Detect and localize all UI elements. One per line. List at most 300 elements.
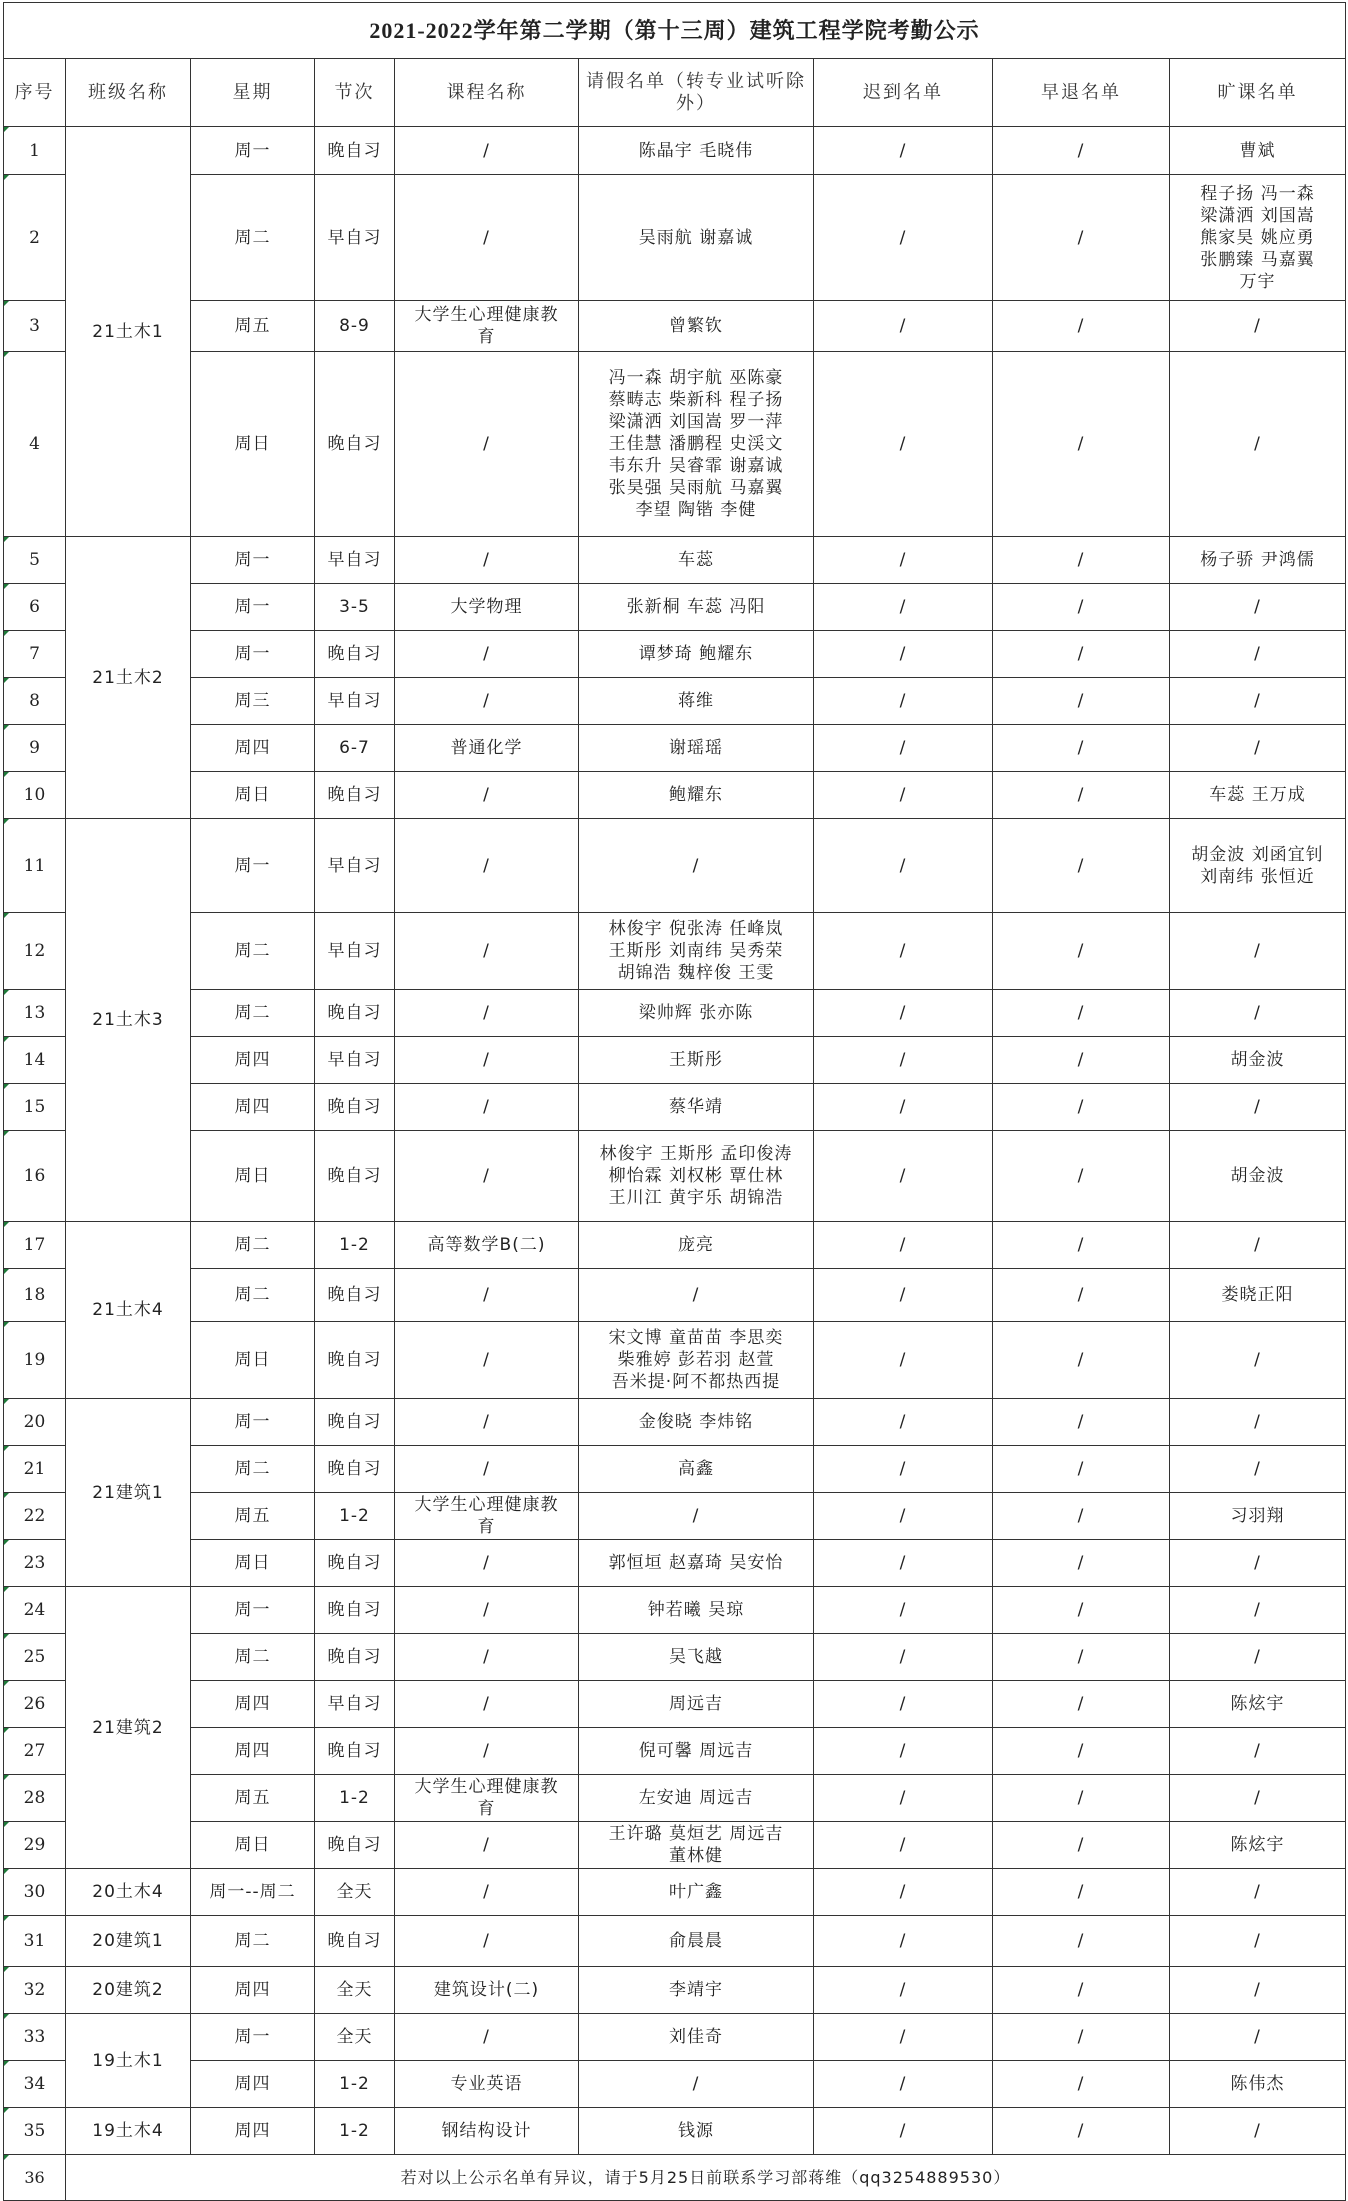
attendance-table <box>3 2 1346 2201</box>
period-cell: 晚自习 <box>315 1822 395 1869</box>
early-leave-list-cell: / <box>993 2014 1170 2061</box>
row-number-cell: 9 <box>4 725 66 772</box>
weekday-cell: 周日 <box>191 1822 315 1869</box>
weekday-cell: 周四 <box>191 725 315 772</box>
table-row <box>4 2108 1346 2155</box>
table-row <box>4 537 1346 584</box>
row-number-cell: 16 <box>4 1131 66 1222</box>
table-row <box>4 913 1346 990</box>
table-row <box>4 678 1346 725</box>
absent-list-cell: / <box>1170 1587 1346 1634</box>
early-leave-list-cell: / <box>993 1967 1170 2014</box>
late-list-cell: / <box>814 127 993 175</box>
absent-list-cell: / <box>1170 1322 1346 1399</box>
absent-list-cell: / <box>1170 1634 1346 1681</box>
weekday-cell: 周日 <box>191 1131 315 1222</box>
late-list-cell: / <box>814 2061 993 2108</box>
leave-list-cell: 谭梦琦 鲍耀东 <box>579 631 814 678</box>
absent-list-cell: 胡金波 <box>1170 1037 1346 1084</box>
absent-list-cell: 习羽翔 <box>1170 1493 1346 1540</box>
row-number-cell: 8 <box>4 678 66 725</box>
leave-list-cell: 王斯彤 <box>579 1037 814 1084</box>
absent-list-cell: 胡金波 <box>1170 1131 1346 1222</box>
weekday-cell: 周二 <box>191 990 315 1037</box>
weekday-cell: 周一 <box>191 819 315 913</box>
period-cell: 晚自习 <box>315 1084 395 1131</box>
period-cell: 早自习 <box>315 678 395 725</box>
early-leave-list-cell: / <box>993 819 1170 913</box>
weekday-cell: 周四 <box>191 1681 315 1728</box>
period-cell: 1-2 <box>315 1775 395 1822</box>
early-leave-list-cell: / <box>993 2061 1170 2108</box>
class-name-cell: 20建筑1 <box>66 1916 191 1967</box>
late-list-cell: / <box>814 1222 993 1269</box>
leave-list-cell: 冯一森 胡宇航 巫陈豪 蔡畴志 柴新科 程子扬 梁潇洒 刘国嵩 罗一萍 王佳慧 潘鹏程 史渓文 韦东升 吴睿霏 谢嘉诚 张昊强 吴雨航 马嘉翼 李望 陶锴 李健 <box>579 352 814 537</box>
table-row <box>4 1775 1346 1822</box>
late-list-cell: / <box>814 678 993 725</box>
early-leave-list-cell: / <box>993 1399 1170 1446</box>
table-row <box>4 1222 1346 1269</box>
row-number-cell: 27 <box>4 1728 66 1775</box>
course-cell: 专业英语 <box>395 2061 579 2108</box>
table-row <box>4 1822 1346 1869</box>
period-cell: 晚自习 <box>315 1728 395 1775</box>
absent-list-cell: / <box>1170 2108 1346 2155</box>
row-number-cell: 20 <box>4 1399 66 1446</box>
row-number-cell: 11 <box>4 819 66 913</box>
late-list-cell: / <box>814 1493 993 1540</box>
absent-list-cell: / <box>1170 301 1346 352</box>
period-cell: 全天 <box>315 1869 395 1916</box>
early-leave-list-cell: / <box>993 584 1170 631</box>
weekday-cell: 周日 <box>191 352 315 537</box>
late-list-cell: / <box>814 1084 993 1131</box>
absent-list-cell: 娄晓正阳 <box>1170 1269 1346 1322</box>
late-list-cell: / <box>814 913 993 990</box>
course-cell: / <box>395 1822 579 1869</box>
weekday-cell: 周四 <box>191 1084 315 1131</box>
weekday-cell: 周五 <box>191 301 315 352</box>
row-number-cell: 23 <box>4 1540 66 1587</box>
weekday-cell: 周四 <box>191 1728 315 1775</box>
leave-list-cell: 吴飞越 <box>579 1634 814 1681</box>
early-leave-list-cell: / <box>993 1222 1170 1269</box>
early-leave-list-cell: / <box>993 1869 1170 1916</box>
early-leave-list-cell: / <box>993 1587 1170 1634</box>
table-row <box>4 1916 1346 1967</box>
absent-list-cell: / <box>1170 1869 1346 1916</box>
table-row <box>4 772 1346 819</box>
late-list-cell: / <box>814 819 993 913</box>
table-row <box>4 1322 1346 1399</box>
table-row <box>4 1728 1346 1775</box>
period-cell: 晚自习 <box>315 1587 395 1634</box>
course-cell: / <box>395 1869 579 1916</box>
absent-list-cell: 杨子骄 尹鸿儒 <box>1170 537 1346 584</box>
weekday-cell: 周四 <box>191 1037 315 1084</box>
early-leave-list-cell: / <box>993 725 1170 772</box>
course-cell: / <box>395 819 579 913</box>
early-leave-list-cell: / <box>993 1322 1170 1399</box>
course-cell: / <box>395 1084 579 1131</box>
leave-list-cell: 林俊宇 王斯彤 孟印俊涛 柳怡霖 刘权彬 覃仕林 王川江 黄宇乐 胡锦浩 <box>579 1131 814 1222</box>
weekday-cell: 周日 <box>191 772 315 819</box>
late-list-cell: / <box>814 1775 993 1822</box>
period-cell: 晚自习 <box>315 772 395 819</box>
row-number-cell: 19 <box>4 1322 66 1399</box>
class-name-cell: 20建筑2 <box>66 1967 191 2014</box>
table-row <box>4 1869 1346 1916</box>
period-cell: 晚自习 <box>315 1446 395 1493</box>
early-leave-list-cell: / <box>993 1131 1170 1222</box>
course-cell: / <box>395 1634 579 1681</box>
early-leave-list-cell: / <box>993 1037 1170 1084</box>
table-row <box>4 1587 1346 1634</box>
col-header-class: 班级名称 <box>66 59 191 127</box>
class-name-cell: 19土木1 <box>66 2014 191 2108</box>
early-leave-list-cell: / <box>993 1822 1170 1869</box>
table-row <box>4 1634 1346 1681</box>
course-cell: / <box>395 631 579 678</box>
leave-list-cell: 李靖宇 <box>579 1967 814 2014</box>
early-leave-list-cell: / <box>993 1634 1170 1681</box>
leave-list-cell: 梁帅辉 张亦陈 <box>579 990 814 1037</box>
table-row <box>4 175 1346 301</box>
weekday-cell: 周一 <box>191 127 315 175</box>
leave-list-cell: 叶广鑫 <box>579 1869 814 1916</box>
weekday-cell: 周二 <box>191 1634 315 1681</box>
course-cell: / <box>395 1399 579 1446</box>
weekday-cell: 周二 <box>191 1916 315 1967</box>
late-list-cell: / <box>814 725 993 772</box>
course-cell: / <box>395 1587 579 1634</box>
absent-list-cell: / <box>1170 1728 1346 1775</box>
page-title: 2021-2022学年第二学期（第十三周）建筑工程学院考勤公示 <box>4 3 1346 59</box>
leave-list-cell: 俞晨晨 <box>579 1916 814 1967</box>
late-list-cell: / <box>814 1540 993 1587</box>
table-row <box>4 990 1346 1037</box>
table-row <box>4 1493 1346 1540</box>
row-number-cell: 26 <box>4 1681 66 1728</box>
row-number-cell: 35 <box>4 2108 66 2155</box>
absent-list-cell: 陈炫宇 <box>1170 1681 1346 1728</box>
early-leave-list-cell: / <box>993 1728 1170 1775</box>
class-name-cell: 20土木4 <box>66 1869 191 1916</box>
weekday-cell: 周四 <box>191 2061 315 2108</box>
col-header-late: 迟到名单 <box>814 59 993 127</box>
course-cell: 大学生心理健康教 育 <box>395 1493 579 1540</box>
leave-list-cell: 钟若曦 吴琼 <box>579 1587 814 1634</box>
course-cell: 大学生心理健康教 育 <box>395 301 579 352</box>
course-cell: 高等数学B(二) <box>395 1222 579 1269</box>
leave-list-cell: 林俊宇 倪张涛 任峰岚 王斯彤 刘南纬 吴秀荣 胡锦浩 魏梓俊 王雯 <box>579 913 814 990</box>
early-leave-list-cell: / <box>993 175 1170 301</box>
col-header-period: 节次 <box>315 59 395 127</box>
absent-list-cell: / <box>1170 631 1346 678</box>
table-row <box>4 725 1346 772</box>
absent-list-cell: 程子扬 冯一森 梁潇洒 刘国嵩 熊家昊 姚应勇 张鹏臻 马嘉翼 万宇 <box>1170 175 1346 301</box>
row-number-cell: 2 <box>4 175 66 301</box>
leave-list-cell: 蔡华靖 <box>579 1084 814 1131</box>
period-cell: 1-2 <box>315 2061 395 2108</box>
absent-list-cell: 曹斌 <box>1170 127 1346 175</box>
period-cell: 晚自习 <box>315 1916 395 1967</box>
table-row <box>4 1540 1346 1587</box>
row-number-cell: 13 <box>4 990 66 1037</box>
period-cell: 晚自习 <box>315 1269 395 1322</box>
late-list-cell: / <box>814 1037 993 1084</box>
leave-list-cell: 吴雨航 谢嘉诚 <box>579 175 814 301</box>
late-list-cell: / <box>814 990 993 1037</box>
row-number-cell: 24 <box>4 1587 66 1634</box>
period-cell: 6-7 <box>315 725 395 772</box>
absent-list-cell: / <box>1170 2014 1346 2061</box>
absent-list-cell: / <box>1170 913 1346 990</box>
absent-list-cell: / <box>1170 725 1346 772</box>
course-cell: 普通化学 <box>395 725 579 772</box>
table-row <box>4 584 1346 631</box>
weekday-cell: 周一--周二 <box>191 1869 315 1916</box>
leave-list-cell: 郭恒垣 赵嘉琦 吴安怡 <box>579 1540 814 1587</box>
weekday-cell: 周二 <box>191 913 315 990</box>
leave-list-cell: 金俊晓 李炜铭 <box>579 1399 814 1446</box>
row-number-cell: 36 <box>4 2155 66 2201</box>
row-number-cell: 33 <box>4 2014 66 2061</box>
row-number-cell: 34 <box>4 2061 66 2108</box>
early-leave-list-cell: / <box>993 990 1170 1037</box>
weekday-cell: 周日 <box>191 1322 315 1399</box>
period-cell: 早自习 <box>315 537 395 584</box>
leave-list-cell: 张新桐 车蕊 冯阳 <box>579 584 814 631</box>
absent-list-cell: 车蕊 王万成 <box>1170 772 1346 819</box>
period-cell: 早自习 <box>315 1037 395 1084</box>
row-number-cell: 3 <box>4 301 66 352</box>
period-cell: 晚自习 <box>315 1634 395 1681</box>
weekday-cell: 周一 <box>191 537 315 584</box>
leave-list-cell: / <box>579 2061 814 2108</box>
table-row <box>4 631 1346 678</box>
absent-list-cell: / <box>1170 584 1346 631</box>
class-name-cell: 21土木1 <box>66 127 191 537</box>
leave-list-cell: 刘佳奇 <box>579 2014 814 2061</box>
late-list-cell: / <box>814 1587 993 1634</box>
weekday-cell: 周一 <box>191 1399 315 1446</box>
late-list-cell: / <box>814 1822 993 1869</box>
absent-list-cell: 胡金波 刘函宜钊 刘南纬 张恒近 <box>1170 819 1346 913</box>
period-cell: 早自习 <box>315 913 395 990</box>
course-cell: / <box>395 678 579 725</box>
period-cell: 早自习 <box>315 1681 395 1728</box>
period-cell: 晚自习 <box>315 352 395 537</box>
absent-list-cell: / <box>1170 1222 1346 1269</box>
course-cell: / <box>395 1322 579 1399</box>
table-row <box>4 1084 1346 1131</box>
early-leave-list-cell: / <box>993 631 1170 678</box>
leave-list-cell: 左安迪 周远吉 <box>579 1775 814 1822</box>
course-cell: / <box>395 537 579 584</box>
leave-list-cell: 曾繁钦 <box>579 301 814 352</box>
period-cell: 3-5 <box>315 584 395 631</box>
absent-list-cell: / <box>1170 1084 1346 1131</box>
period-cell: 晚自习 <box>315 990 395 1037</box>
course-cell: / <box>395 1131 579 1222</box>
objection-notice: 若对以上公示名单有异议，请于5月25日前联系学习部蒋维（qq3254889530） <box>66 2155 1346 2201</box>
period-cell: 1-2 <box>315 1222 395 1269</box>
weekday-cell: 周一 <box>191 2014 315 2061</box>
weekday-cell: 周五 <box>191 1775 315 1822</box>
col-header-leave: 请假名单（转专业试听除外） <box>579 59 814 127</box>
absent-list-cell: / <box>1170 352 1346 537</box>
class-name-cell: 21建筑2 <box>66 1587 191 1869</box>
table-row <box>4 1967 1346 2014</box>
period-cell: 全天 <box>315 2014 395 2061</box>
late-list-cell: / <box>814 1269 993 1322</box>
row-number-cell: 15 <box>4 1084 66 1131</box>
late-list-cell: / <box>814 1967 993 2014</box>
table-row <box>4 2061 1346 2108</box>
row-number-cell: 7 <box>4 631 66 678</box>
row-number-cell: 22 <box>4 1493 66 1540</box>
course-cell: / <box>395 1037 579 1084</box>
row-number-cell: 30 <box>4 1869 66 1916</box>
table-row <box>4 1131 1346 1222</box>
row-number-cell: 18 <box>4 1269 66 1322</box>
early-leave-list-cell: / <box>993 772 1170 819</box>
leave-list-cell: 周远吉 <box>579 1681 814 1728</box>
table-row <box>4 127 1346 175</box>
row-number-cell: 17 <box>4 1222 66 1269</box>
late-list-cell: / <box>814 584 993 631</box>
late-list-cell: / <box>814 1131 993 1222</box>
class-name-cell: 21土木4 <box>66 1222 191 1399</box>
late-list-cell: / <box>814 2108 993 2155</box>
absent-list-cell: / <box>1170 678 1346 725</box>
weekday-cell: 周一 <box>191 631 315 678</box>
absent-list-cell: / <box>1170 1775 1346 1822</box>
weekday-cell: 周一 <box>191 584 315 631</box>
col-header-weekday: 星期 <box>191 59 315 127</box>
course-cell: / <box>395 913 579 990</box>
class-name-cell: 19土木4 <box>66 2108 191 2155</box>
leave-list-cell: / <box>579 1493 814 1540</box>
early-leave-list-cell: / <box>993 1540 1170 1587</box>
course-cell: / <box>395 990 579 1037</box>
course-cell: 建筑设计(二) <box>395 1967 579 2014</box>
early-leave-list-cell: / <box>993 913 1170 990</box>
row-number-cell: 12 <box>4 913 66 990</box>
row-number-cell: 6 <box>4 584 66 631</box>
table-row <box>4 1681 1346 1728</box>
course-cell: / <box>395 175 579 301</box>
late-list-cell: / <box>814 772 993 819</box>
course-cell: / <box>395 772 579 819</box>
course-cell: / <box>395 1269 579 1322</box>
leave-list-cell: 车蕊 <box>579 537 814 584</box>
late-list-cell: / <box>814 352 993 537</box>
period-cell: 8-9 <box>315 301 395 352</box>
leave-list-cell: 倪可馨 周远吉 <box>579 1728 814 1775</box>
period-cell: 晚自习 <box>315 1540 395 1587</box>
row-number-cell: 5 <box>4 537 66 584</box>
early-leave-list-cell: / <box>993 1775 1170 1822</box>
table-row <box>4 819 1346 913</box>
absent-list-cell: 陈炫宇 <box>1170 1822 1346 1869</box>
weekday-cell: 周五 <box>191 1493 315 1540</box>
early-leave-list-cell: / <box>993 1084 1170 1131</box>
late-list-cell: / <box>814 631 993 678</box>
early-leave-list-cell: / <box>993 1681 1170 1728</box>
weekday-cell: 周二 <box>191 1222 315 1269</box>
late-list-cell: / <box>814 1446 993 1493</box>
leave-list-cell: / <box>579 1269 814 1322</box>
table-row <box>4 352 1346 537</box>
early-leave-list-cell: / <box>993 2108 1170 2155</box>
late-list-cell: / <box>814 1681 993 1728</box>
early-leave-list-cell: / <box>993 1916 1170 1967</box>
row-number-cell: 1 <box>4 127 66 175</box>
leave-list-cell: 庞亮 <box>579 1222 814 1269</box>
weekday-cell: 周二 <box>191 1446 315 1493</box>
class-name-cell: 21土木3 <box>66 819 191 1222</box>
early-leave-list-cell: / <box>993 301 1170 352</box>
course-cell: / <box>395 1681 579 1728</box>
weekday-cell: 周三 <box>191 678 315 725</box>
attendance-sheet <box>3 2 1345 2201</box>
col-header-absent: 旷课名单 <box>1170 59 1346 127</box>
course-cell: / <box>395 1446 579 1493</box>
absent-list-cell: / <box>1170 1916 1346 1967</box>
late-list-cell: / <box>814 1728 993 1775</box>
period-cell: 晚自习 <box>315 1399 395 1446</box>
course-cell: / <box>395 352 579 537</box>
course-cell: / <box>395 1728 579 1775</box>
late-list-cell: / <box>814 1399 993 1446</box>
early-leave-list-cell: / <box>993 678 1170 725</box>
class-name-cell: 21土木2 <box>66 537 191 819</box>
course-cell: 大学生心理健康教 育 <box>395 1775 579 1822</box>
row-number-cell: 14 <box>4 1037 66 1084</box>
early-leave-list-cell: / <box>993 352 1170 537</box>
row-number-cell: 25 <box>4 1634 66 1681</box>
course-cell: / <box>395 2014 579 2061</box>
col-header-seq: 序号 <box>4 59 66 127</box>
table-row <box>4 2014 1346 2061</box>
table-row <box>4 1269 1346 1322</box>
late-list-cell: / <box>814 1869 993 1916</box>
period-cell: 晚自习 <box>315 1322 395 1399</box>
late-list-cell: / <box>814 1322 993 1399</box>
absent-list-cell: / <box>1170 990 1346 1037</box>
row-number-cell: 28 <box>4 1775 66 1822</box>
leave-list-cell: / <box>579 819 814 913</box>
period-cell: 早自习 <box>315 175 395 301</box>
late-list-cell: / <box>814 537 993 584</box>
course-cell: / <box>395 127 579 175</box>
row-number-cell: 32 <box>4 1967 66 2014</box>
early-leave-list-cell: / <box>993 537 1170 584</box>
weekday-cell: 周二 <box>191 1269 315 1322</box>
class-name-cell: 21建筑1 <box>66 1399 191 1587</box>
weekday-cell: 周四 <box>191 1967 315 2014</box>
row-number-cell: 31 <box>4 1916 66 1967</box>
leave-list-cell: 王许璐 莫烜艺 周远吉 董林健 <box>579 1822 814 1869</box>
weekday-cell: 周四 <box>191 2108 315 2155</box>
early-leave-list-cell: / <box>993 1446 1170 1493</box>
early-leave-list-cell: / <box>993 1493 1170 1540</box>
leave-list-cell: 宋文博 童苗苗 李思奕 柴雅婷 彭若羽 赵萱 吾米提·阿不都热西提 <box>579 1322 814 1399</box>
course-cell: 钢结构设计 <box>395 2108 579 2155</box>
row-number-cell: 21 <box>4 1446 66 1493</box>
